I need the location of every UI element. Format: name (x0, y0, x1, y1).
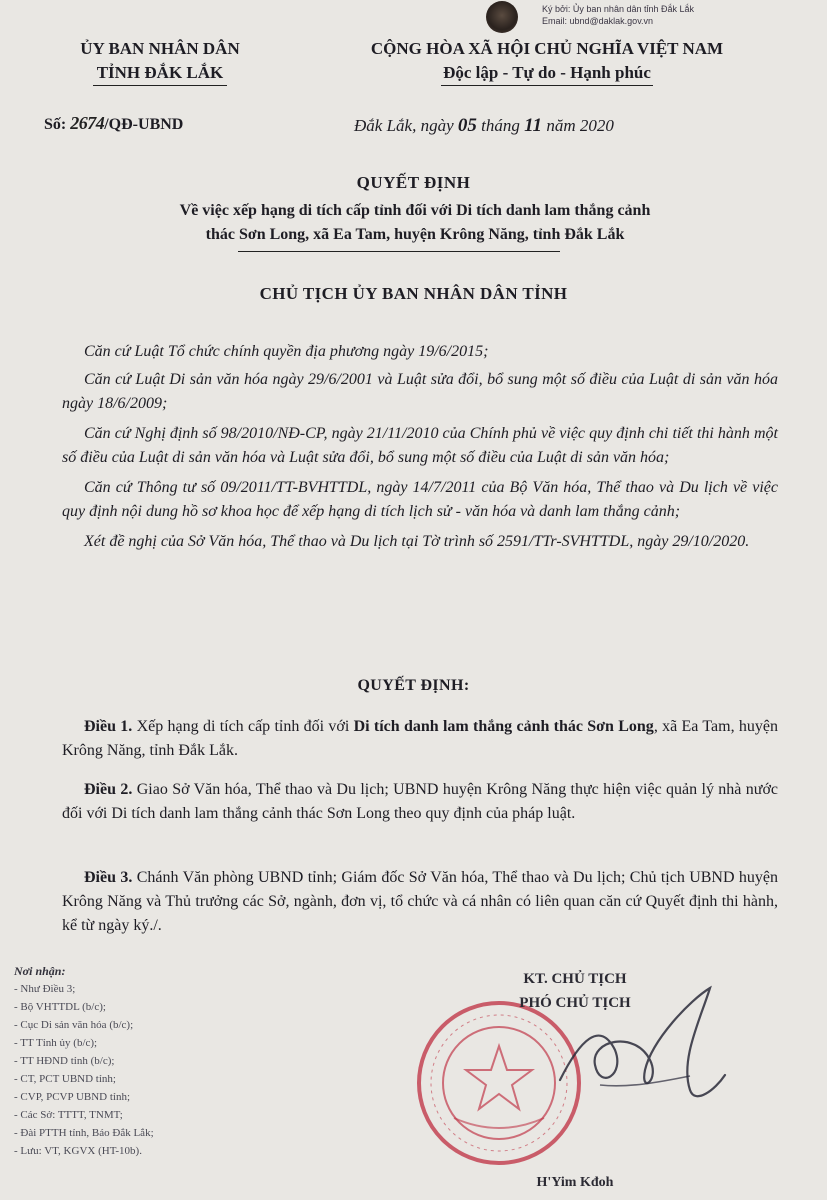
authority-heading: CHỦ TỊCH ỦY BAN NHÂN DÂN TỈNH (259, 284, 568, 303)
signature-title-line-1: KT. CHỦ TỊCH (523, 971, 627, 987)
recipient-item: - Các Sở: TTTT, TNMT; (14, 1106, 254, 1124)
digital-seal-icon (486, 1, 518, 33)
date-month-label: tháng (476, 116, 525, 135)
article-1-tail: , xã Ea Tam, huyện Krông Năng, tỉnh Đắk Lắk. (62, 718, 778, 759)
recipient-item: - Như Điều 3; (14, 980, 254, 998)
org-province: TỈNH ĐẮK LẮK (93, 61, 228, 86)
recipient-item: - Lưu: VT, KGVX (HT-10b). (14, 1142, 254, 1160)
recipient-item: - CT, PCT UBND tỉnh; (14, 1070, 254, 1088)
article-2-label: Điều 2. (84, 781, 133, 798)
esign-email: Email: ubnd@daklak.gov.vn (542, 16, 654, 26)
issuing-organization (30, 37, 290, 86)
legal-basis-item: Xét đề nghị của Sở Văn hóa, Thể thao và Du lịch tại Tờ trình số 2591/TTr-SVHTTDL, ngày 29/10/2020. (84, 533, 750, 550)
recipient-item: - Đài PTTH tỉnh, Báo Đắk Lắk; (14, 1124, 254, 1142)
document-title: QUYẾT ĐỊNH (356, 173, 471, 192)
recipient-item: - TT HĐND tỉnh (b/c); (14, 1052, 254, 1070)
date-year: năm 2020 (542, 116, 614, 135)
org-name: ỦY BAN NHÂN DÂN (80, 39, 240, 58)
nation-name: CỘNG HÒA XÃ HỘI CHỦ NGHĨA VIỆT NAM (370, 39, 724, 58)
date-month: 11 (524, 115, 543, 136)
article-3-text: Chánh Văn phòng UBND tỉnh; Giám đốc Sở Văn hóa, Thể thao và Du lịch; Chủ tịch UBND huyện Krông Năng và Thủ trưởng các Sở, ngành, đơn vị, tổ chức và cá nhân có liên quan căn cứ Quyết định thi hành, kể từ ngày ký./. (62, 869, 778, 934)
date-day: 05 (457, 115, 477, 136)
digital-signature-text (542, 3, 694, 27)
recipient-item: - Cục Di sản văn hóa (b/c); (14, 1016, 254, 1034)
article-3 (62, 866, 778, 938)
digital-signature-mark (486, 1, 766, 33)
article-3-label: Điều 3. (84, 869, 133, 886)
article-2-text: Giao Sở Văn hóa, Thể thao và Du lịch; UBND huyện Krông Năng thực hiện việc quản lý nhà nước đối với Di tích danh lam thắng cảnh thác Sơn Long theo quy định của pháp luật. (62, 781, 779, 822)
legal-basis-item: Căn cứ Luật Tổ chức chính quyền địa phương ngày 19/6/2015; (84, 343, 489, 360)
recipients-heading: Nơi nhận: (14, 964, 66, 978)
signature-title-line-2: PHÓ CHỦ TỊCH (519, 995, 631, 1011)
article-1-text: Xếp hạng di tích cấp tỉnh đối với (132, 718, 354, 735)
subject-underline (238, 251, 560, 252)
number-prefix: Số: (44, 116, 71, 133)
recipients-list (14, 962, 254, 1160)
subject-line-2: thác Sơn Long, xã Ea Tam, huyện Krông Năng, tỉnh Đắk Lắk (205, 226, 625, 243)
recipient-item: - CVP, PCVP UBND tỉnh; (14, 1088, 254, 1106)
article-2 (62, 778, 778, 826)
document-date (354, 115, 614, 137)
esign-signer: Ký bởi: Ủy ban nhân dân tỉnh Đắk Lắk (542, 4, 694, 14)
document-subject (50, 199, 780, 247)
legal-basis-item: Căn cứ Thông tư số 09/2011/TT-BVHTTDL, ngày 14/7/2011 của Bộ Văn hóa, Thể thao và Du lịch về việc quy định nội dung hồ sơ khoa học để xếp hạng di tích lịch sử - văn hóa và danh lam thắng cảnh; (62, 479, 778, 520)
legal-basis (62, 340, 778, 554)
article-1-label: Điều 1. (84, 718, 133, 735)
article-1 (62, 715, 778, 763)
number-handwritten: 2674 (70, 113, 105, 133)
date-place: Đắk Lắk, ngày (354, 116, 458, 135)
signature-title (470, 967, 680, 1015)
document-number (44, 113, 183, 134)
recipient-item: - TT Tỉnh ủy (b/c); (14, 1034, 254, 1052)
motto: Độc lập - Tự do - Hạnh phúc (441, 61, 653, 86)
subject-line-1: Về việc xếp hạng di tích cấp tỉnh đối với Di tích danh lam thắng cảnh (179, 202, 651, 219)
signer-name: H'Yim Kđoh (536, 1175, 614, 1190)
article-1-site: Di tích danh lam thắng cảnh thác Sơn Long (353, 718, 654, 735)
recipient-item: - Bộ VHTTDL (b/c); (14, 998, 254, 1016)
legal-basis-item: Căn cứ Luật Di sản văn hóa ngày 29/6/2001 và Luật sửa đổi, bổ sung một số điều của Luật di sản văn hóa ngày 18/6/2009; (62, 371, 778, 412)
national-motto (292, 37, 802, 86)
legal-basis-item: Căn cứ Nghị định số 98/2010/NĐ-CP, ngày 21/11/2010 của Chính phủ về việc quy định chi tiết thi hành một số điều của Luật di sản văn hóa và Luật sửa đổi, bổ sung một số điều của Luật di sản văn hóa; (62, 425, 778, 466)
decision-heading: QUYẾT ĐỊNH: (357, 677, 470, 694)
number-suffix: /QĐ-UBND (104, 116, 184, 133)
